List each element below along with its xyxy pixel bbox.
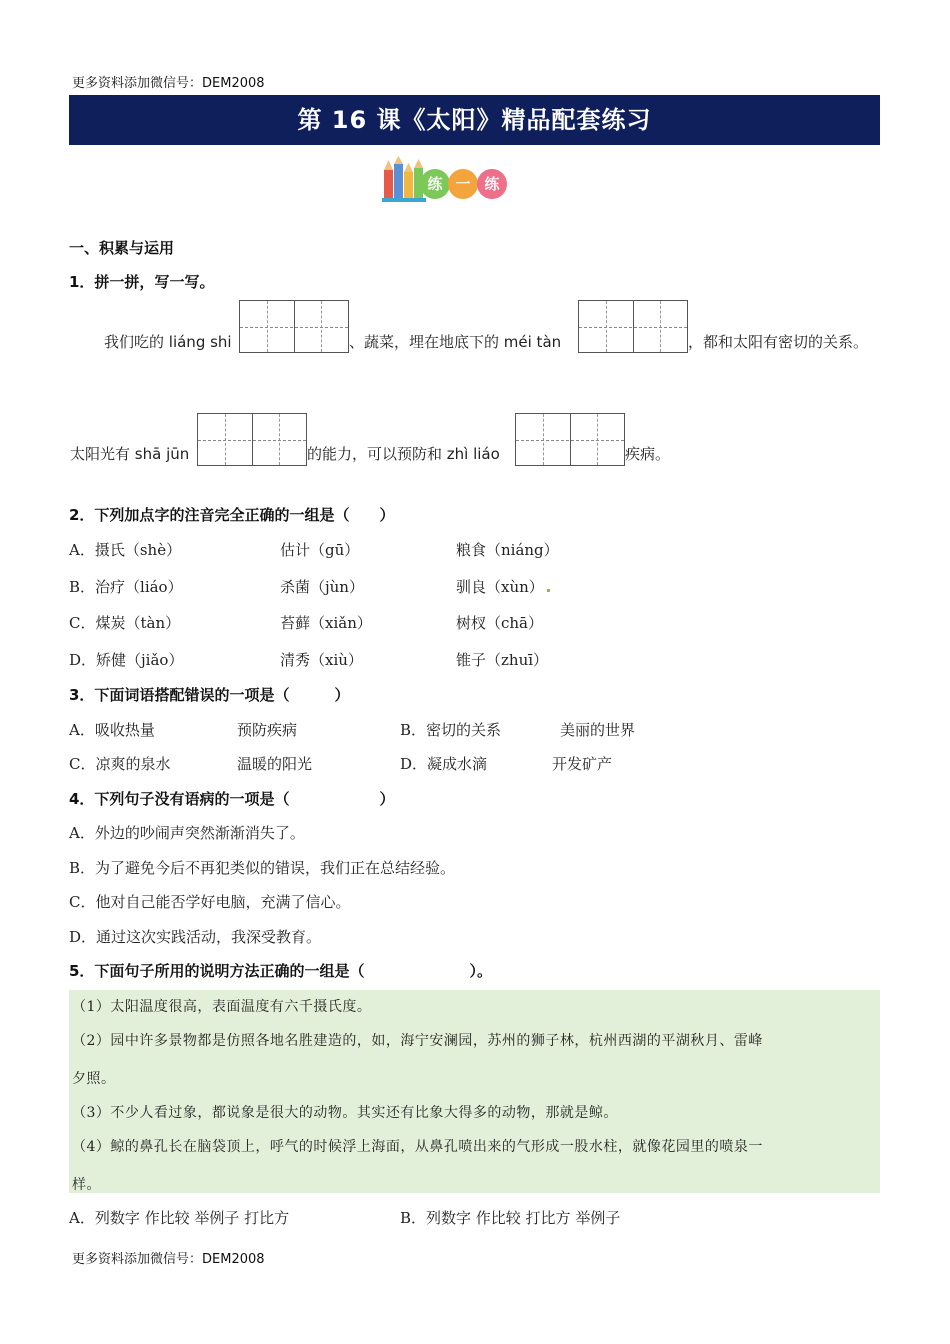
writing-grid-4[interactable]: [515, 413, 625, 466]
q2-option-b-1: B．治疗（liáo）: [69, 578, 183, 596]
q2-option-a-1: A．摄氏（shè）: [69, 541, 182, 559]
q1-line2-t2: 的能力，可以预防和: [307, 445, 447, 463]
q1-line2-t1: 太阳光有: [70, 445, 135, 463]
q3-option-a-2: 预防疾病: [237, 721, 298, 739]
q5-sentence-2b: 夕照。: [72, 1071, 116, 1087]
q5-option-a: A．列数字 作比较 举例子 打比方: [69, 1209, 290, 1227]
q2-option-c-1: C．煤炭（tàn）: [69, 614, 181, 632]
q2-option-c-3: 树杈（chā）: [456, 614, 544, 632]
q1-heading: 1．拼一拼，写一写。: [69, 273, 215, 291]
q5-sentence-3: （3）不少人看过象，都说象是很大的动物。其实还有比象大得多的动物，那就是鲸。: [72, 1105, 618, 1121]
q3-option-c-1: C．凉爽的泉水: [69, 755, 171, 773]
q1-line1-t2: 、蔬菜，埋在地底下的: [349, 333, 504, 351]
q2-option-c-2: 苔藓（xiǎn）: [280, 614, 372, 632]
q4-option-c: C．他对自己能否学好电脑，充满了信心。: [69, 893, 351, 911]
q2-option-d-1: D．矫健（jiǎo）: [69, 651, 184, 669]
q2-option-a-2: 估计（gū）: [280, 541, 360, 559]
logo-char-3: 练: [477, 169, 507, 199]
pinyin-mei-tan: méi tàn: [503, 333, 562, 351]
q1-line1-text3: ，都和太阳有密切的关系。: [688, 333, 869, 351]
logo-char-1: 练: [420, 169, 450, 199]
writing-grid-2[interactable]: [578, 300, 688, 353]
q3-option-a-1: A．吸收热量: [69, 721, 155, 739]
footer-note: 更多资料添加微信号：DEM2008: [72, 1252, 265, 1267]
mark-dot: [547, 589, 550, 592]
logo-char-2: 一: [448, 169, 478, 199]
q1-line1-text2: [349, 331, 561, 352]
q2-option-b-3: 驯良（xùn）: [456, 578, 544, 596]
q5-option-b: B．列数字 作比较 打比方 举例子: [400, 1209, 621, 1227]
q3-option-b-1: B．密切的关系: [400, 721, 502, 739]
q1-line1-text1: [104, 331, 232, 352]
q3-option-b-2: 美丽的世界: [560, 721, 636, 739]
q4-heading: 4．下列句子没有语病的一项是（ ）: [69, 790, 395, 808]
q3-heading: 3．下面词语搭配错误的一项是（ ）: [69, 686, 350, 704]
practice-logo: [382, 156, 512, 204]
writing-grid-3[interactable]: [197, 413, 307, 466]
q1-line2-text2: [307, 443, 500, 464]
q4-option-b: B．为了避免今后不再犯类似的错误，我们正在总结经验。: [69, 859, 456, 877]
q3-option-d-1: D．凝成水滴: [400, 755, 488, 773]
q1-line2-text1: [70, 443, 189, 464]
q3-option-d-2: 开发矿产: [552, 755, 613, 773]
q5-sentence-1: （1）太阳温度很高，表面温度有六千摄氏度。: [72, 999, 372, 1015]
q5-sentence-2a: （2）园中许多景物都是仿照各地名胜建造的，如，海宁安澜园，苏州的狮子林，杭州西湖的平湖秋月、雷峰: [72, 1033, 763, 1049]
q2-heading: 2．下列加点字的注音完全正确的一组是（ ）: [69, 506, 395, 524]
q2-option-b-2: 杀菌（jùn）: [280, 578, 364, 596]
q2-option-d-2: 清秀（xiù）: [280, 651, 363, 669]
pinyin-sha-jun: shā jūn: [134, 445, 190, 463]
q5-sentence-4b: 样。: [72, 1177, 101, 1193]
header-note: 更多资料添加微信号：DEM2008: [72, 76, 265, 91]
section-heading: 一、积累与运用: [69, 239, 175, 257]
pinyin-liang-shi: liáng shi: [168, 333, 232, 351]
q5-sentence-4a: （4）鲸的鼻孔长在脑袋顶上，呼气的时候浮上海面，从鼻孔喷出来的气形成一股水柱，就像花园里的喷泉一: [72, 1139, 763, 1155]
q4-option-d: D．通过这次实践活动，我深受教育。: [69, 928, 322, 946]
q3-option-c-2: 温暖的阳光: [237, 755, 313, 773]
q1-line2-text3: 疾病。: [625, 445, 671, 463]
q2-option-a-3: 粮食（niáng）: [456, 541, 559, 559]
q4-option-a: A．外边的吵闹声突然渐渐消失了。: [69, 824, 305, 842]
pinyin-zhi-liao: zhì liáo: [446, 445, 500, 463]
q5-heading: 5．下面句子所用的说明方法正确的一组是（ ）。: [69, 962, 492, 980]
pencil-building-icon: [382, 156, 426, 202]
title-bar: [69, 95, 880, 145]
q5-passage-box: [69, 990, 880, 1193]
page-title: 第 16 课《太阳》精品配套练习: [297, 106, 652, 134]
q2-option-d-3: 锥子（zhuī）: [456, 651, 549, 669]
writing-grid-1[interactable]: [239, 300, 349, 353]
q1-line1-t1: 我们吃的: [104, 333, 169, 351]
